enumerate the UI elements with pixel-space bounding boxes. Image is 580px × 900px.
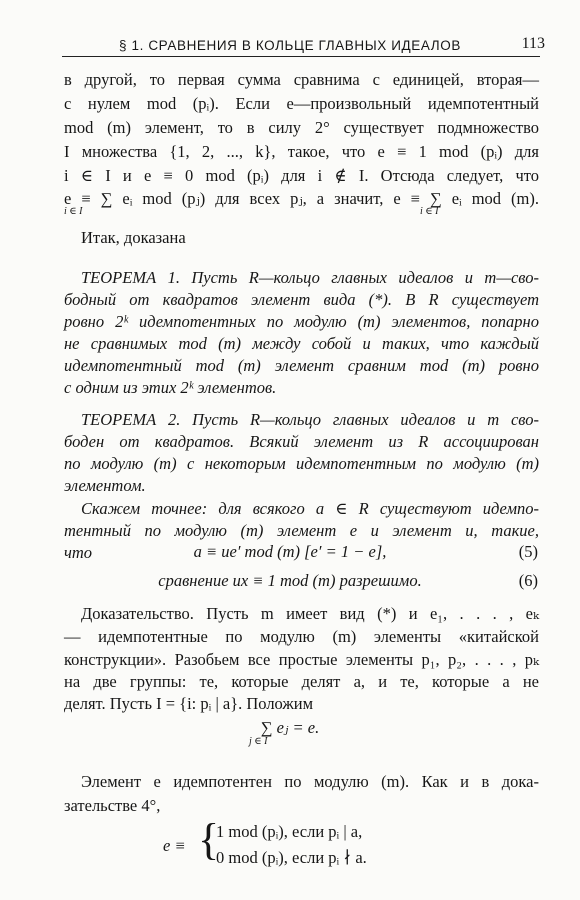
- equation-number: (5): [518, 542, 538, 561]
- theorem-2-line: боден от квадратов. Всякий элемент из R ассоциирован: [64, 432, 539, 451]
- text-line: Элемент e идемпотентен по модулю (m). Как и в дока-: [81, 772, 539, 791]
- equation-5: a ≡ ue′ mod (m) [e′ = 1 − e],: [193, 542, 387, 561]
- piecewise-lhs: e ≡: [163, 836, 186, 855]
- running-header: § 1. СРАВНЕНИЯ В КОЛЬЦЕ ГЛАВНЫХ ИДЕАЛОВ: [119, 38, 461, 53]
- proof-line: Доказательство. Пусть m имеет вид (*) и e₁, . . . , eₖ: [81, 604, 539, 623]
- proof-line: — идемпотентные по модулю (m) элементы «китайской: [64, 627, 539, 646]
- text-line: в другой, то первая сумма сравнима с единицей, вторая—: [64, 70, 539, 89]
- text-line: Скажем точнее: для всякого a ∈ R существуют идемпо-: [81, 499, 539, 518]
- theorem-1-line: с одним из этих 2ᵏ элементов.: [64, 378, 277, 397]
- text-line: Итак, доказана: [81, 228, 186, 247]
- header-rule: [62, 56, 540, 57]
- curly-brace: {: [198, 815, 220, 864]
- theorem-1-line: не сравнимых mod (m) между собой и таких, что каждый: [64, 334, 539, 353]
- text-line: mod (m) элемент, то в силу 2° существует подмножество: [64, 118, 539, 137]
- equation-number: (6): [518, 571, 538, 590]
- proof-line: на две группы: те, которые делят a, и те, которые a не: [64, 672, 539, 691]
- theorem-2-line: по модулю (m) с некоторым идемпотентным по модулю (m): [64, 454, 539, 473]
- theorem-1-line: ровно 2ᵏ идемпотентных по модулю (m) элементов, попарно: [64, 312, 539, 331]
- proof-line: конструкции». Разобьем все простые элементы p₁, p₂, . . . , pₖ: [64, 650, 539, 669]
- sum-equation: ∑ eⱼ = e.: [260, 718, 320, 737]
- piecewise-case: 0 mod (pᵢ), если pᵢ ∤ a.: [216, 848, 367, 867]
- piecewise-case: 1 mod (pᵢ), если pᵢ | a,: [216, 822, 363, 841]
- sum-index: i ∈ I: [64, 206, 83, 217]
- proof-line: делят. Пусть I = {i: pᵢ | a}. Положим: [64, 694, 314, 713]
- text-line: с нулем mod (pᵢ). Если e—произвольный идемпотентный: [64, 94, 539, 113]
- sum-index: j ∈ I: [249, 736, 268, 747]
- text-line: что: [64, 543, 93, 562]
- theorem-1-line: бодный от квадратов элемент вида (*). В R существует: [64, 290, 539, 309]
- sum-index: i ∈ I: [420, 206, 439, 217]
- text-line: I множества {1, 2, ..., k}, такое, что e ≡ 1 mod (pᵢ) для: [64, 142, 539, 161]
- text-line: i ∈ I и e ≡ 0 mod (pᵢ) для i ∉ I. Отсюда следует, что: [64, 166, 539, 185]
- page-number: 113: [521, 35, 545, 52]
- text-line: тентный по модулю (m) элемент e и элемент u, такие,: [64, 521, 539, 540]
- text-line: e ≡ ∑ eᵢ mod (pⱼ) для всех pⱼ, а значит, e ≡ ∑ eᵢ mod (m).: [64, 189, 539, 208]
- theorem-2-line: элементом.: [64, 476, 146, 495]
- equation-6: сравнение ux ≡ 1 mod (m) разрешимо.: [158, 571, 422, 590]
- theorem-1-line: ТЕОРЕМА 1. Пусть R—кольцо главных идеалов и m—сво-: [81, 268, 539, 287]
- theorem-2-line: ТЕОРЕМА 2. Пусть R—кольцо главных идеалов и m сво-: [81, 410, 539, 429]
- theorem-1-line: идемпотентный mod (m) элемент сравним mod (m) ровно: [64, 356, 539, 375]
- text-line: зательстве 4°,: [64, 796, 161, 815]
